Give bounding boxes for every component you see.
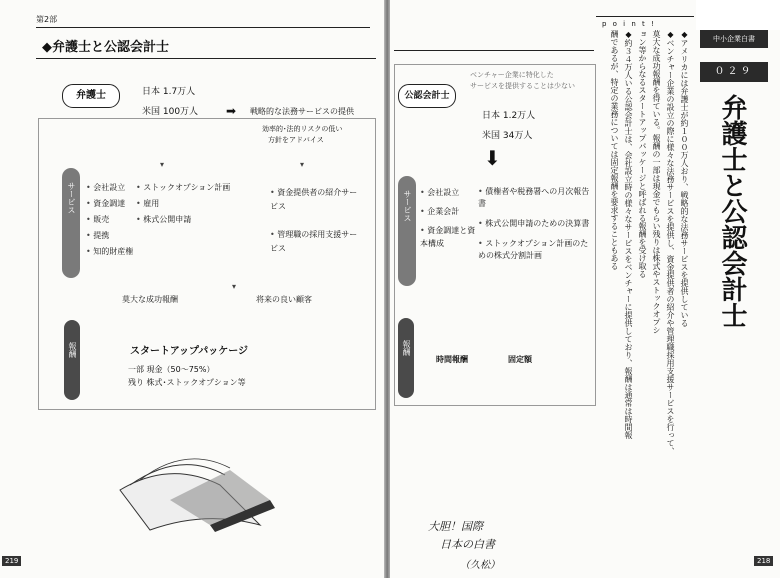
- note-line-2: サービスを提供することは少ない: [470, 82, 575, 90]
- service-item: • 資金調達: [86, 199, 126, 208]
- title-rule: [394, 50, 594, 51]
- strategy-sub-1: 効率的･法的リスクの低い: [262, 125, 343, 133]
- strategy-sub-2: 方針をアドバイス: [268, 136, 324, 144]
- point-text-col5: ◆約３４万人いる公認会計士は、会社設立時の様々なサービスをベンチャーに提供しており、報酬は通常は時間報: [624, 30, 633, 439]
- lawyer-stat-japan: 日本 1.7万人: [142, 87, 196, 97]
- point-text-col6: 酬であるが、特定の業務については固定報酬を要求することもある: [610, 30, 619, 270]
- lawyer-stat-us: 米国 100万人: [142, 107, 199, 117]
- handwritten-note-2: 日本の白書: [440, 538, 495, 551]
- header-box: 中小企業白書: [700, 30, 768, 48]
- title-rule: [36, 58, 376, 59]
- services-col3-item1: • 資金提供者の紹介サービス: [270, 188, 358, 211]
- outcome-client: 将来の良い顧客: [256, 295, 312, 304]
- arrow-down-icon: ⬇: [484, 146, 501, 170]
- services-col2: [136, 180, 230, 228]
- service-item: • 資金調達と資本構成: [420, 226, 476, 248]
- arrow-right-icon: ➡: [226, 104, 237, 118]
- accountant-stat-us: 米国 34万人: [482, 131, 533, 141]
- page-title: ◆弁護士と公認会計士: [42, 40, 169, 55]
- service-item: • 会社設立: [86, 183, 126, 192]
- lawyer-label: 弁護士: [76, 90, 106, 101]
- header-rule: [36, 27, 370, 28]
- page-number: 219: [2, 556, 21, 566]
- point-text-col1: ◆アメリカには弁護士が約１００万人おり、戦略的な法務サービスを提供している: [680, 30, 689, 327]
- accountant-stat-japan: 日本 1.2万人: [482, 111, 536, 121]
- point-text-col3: 莫大な成功報酬を得ている。報酬の一部は現金でもらい残りは株式やストックオプシ: [652, 30, 661, 334]
- service-item: • ストックオプション計画のための株式分割計画: [478, 239, 589, 260]
- service-label: サービス: [67, 182, 76, 214]
- service-item: • 知的財産権: [86, 247, 134, 256]
- section-label: 第2部: [36, 15, 58, 24]
- services-col1: [420, 186, 476, 250]
- service-tag: [62, 168, 80, 278]
- left-page: [0, 0, 386, 578]
- handwritten-note-3: （久松）: [460, 560, 500, 571]
- services-col2: [478, 186, 590, 262]
- open-book-illustration: [110, 430, 290, 540]
- reward-label: 報酬: [68, 342, 77, 358]
- note-line-1: ベンチャー企業に特化した: [470, 71, 554, 79]
- service-item: • 会社設立: [420, 188, 460, 197]
- package-line-1: 一部 現金（50〜75%）: [128, 365, 215, 374]
- point-text-col4: ョン等からなるスタートアップパッケージと呼ばれる報酬を受け取る: [638, 30, 647, 278]
- point-text-col2: ◆ベンチャー企業の設立の際に様々な法務サービスを提供し、資金提供者の紹介や管理職採用支援サービスを行って、: [666, 30, 675, 455]
- package-line-2: 残り 株式･ストックオプション等: [128, 378, 246, 387]
- right-page: [390, 0, 780, 578]
- point-label: p o i n t !: [602, 20, 656, 28]
- outcome-reward: 莫大な成功報酬: [122, 295, 178, 304]
- service-item: • 販売: [86, 215, 110, 224]
- header-strip: [696, 0, 780, 30]
- service-item: • 提携: [86, 231, 110, 240]
- lawyer-tag: [62, 84, 120, 108]
- reward-label: 報酬: [402, 340, 411, 356]
- service-item: • ストックオプション計画: [136, 183, 231, 192]
- reward-hourly: 時間報酬: [436, 355, 468, 364]
- big-title: 弁護士と公認会計士: [717, 94, 747, 328]
- point-rule: [596, 16, 694, 17]
- service-tag: [398, 176, 416, 286]
- reward-fixed: 固定額: [508, 355, 532, 364]
- reward-tag: [64, 320, 80, 400]
- arrow-down-icon: ▾: [232, 282, 237, 291]
- package-title: スタートアップパッケージ: [130, 346, 248, 357]
- service-label: サービス: [403, 190, 412, 222]
- strategy-main: 戦略的な法務サービスの提供: [250, 107, 354, 116]
- arrow-down-icon: ▾: [160, 160, 165, 169]
- services-col3-item2: • 管理職の採用支援サービス: [270, 230, 358, 253]
- reward-tag: [398, 318, 414, 398]
- service-item: • 株式公開申請のための決算書: [478, 219, 590, 228]
- service-item: • 株式公開申請: [136, 215, 192, 224]
- accountant-label: 公認会計士: [404, 91, 450, 101]
- service-item: • 雇用: [136, 199, 160, 208]
- arrow-down-icon: ▾: [300, 160, 305, 169]
- service-item: • 企業会計: [420, 207, 460, 216]
- handwritten-note-1: 大胆！国際: [428, 520, 483, 533]
- services-col1: [86, 180, 133, 260]
- chapter-number: ０２９: [700, 62, 768, 82]
- page-number: 218: [754, 556, 773, 566]
- service-item: • 債権者や税務署への月次報告書: [478, 187, 590, 208]
